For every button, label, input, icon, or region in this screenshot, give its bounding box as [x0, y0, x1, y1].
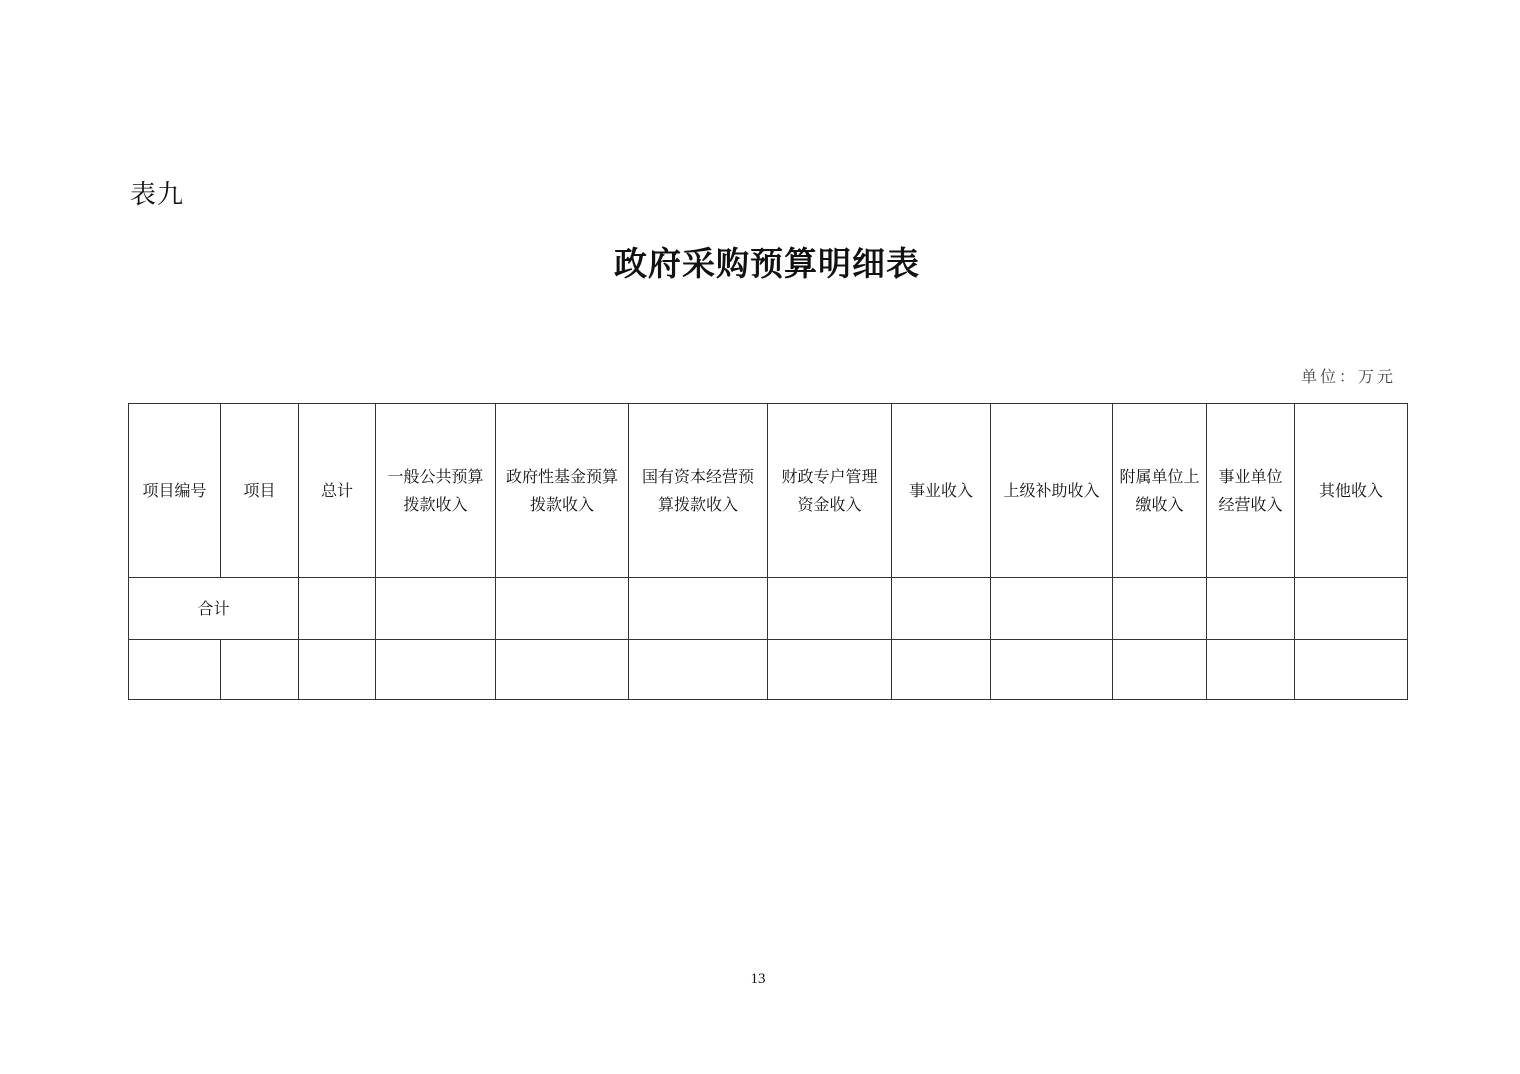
table-cell [376, 578, 496, 640]
header-cell-project-code: 项目编号 [129, 404, 221, 578]
table-cell [629, 640, 768, 700]
header-cell-business-income: 事业收入 [892, 404, 991, 578]
table-cell [892, 578, 991, 640]
header-cell-general-budget: 一般公共预算拨款收入 [376, 404, 496, 578]
table-cell [1295, 640, 1408, 700]
table-cell [129, 640, 221, 700]
table-cell [1207, 578, 1295, 640]
procurement-budget-table [128, 403, 1408, 700]
page-number: 13 [750, 971, 766, 987]
total-row-label: 合计 [129, 578, 299, 640]
table-cell [768, 640, 892, 700]
header-cell-special-account: 财政专户管理资金收入 [768, 404, 892, 578]
unit-note: 单位：万元 [1300, 367, 1396, 386]
header-cell-affiliated-payment: 附属单位上缴收入 [1113, 404, 1207, 578]
header-cell-total: 总计 [299, 404, 376, 578]
header-cell-operating-income: 事业单位经营收入 [1207, 404, 1295, 578]
header-cell-state-capital-budget: 国有资本经营预算拨款收入 [629, 404, 768, 578]
table-header-row [129, 404, 1408, 578]
document-title: 政府采购预算明细表 [614, 244, 920, 283]
table-cell [892, 640, 991, 700]
table-cell [376, 640, 496, 700]
header-cell-other-income: 其他收入 [1295, 404, 1408, 578]
table-row [129, 640, 1408, 700]
header-cell-superior-subsidy: 上级补助收入 [991, 404, 1113, 578]
table-cell [1295, 578, 1408, 640]
table-cell [768, 578, 892, 640]
header-cell-gov-fund-budget: 政府性基金预算拨款收入 [496, 404, 629, 578]
table-cell [1207, 640, 1295, 700]
table-cell [299, 640, 376, 700]
header-cell-project: 项目 [221, 404, 299, 578]
table-total-row [129, 578, 1408, 640]
table-number-label: 表九 [130, 180, 185, 210]
table-cell [629, 578, 768, 640]
table-cell [221, 640, 299, 700]
table-cell [991, 640, 1113, 700]
table-cell [1113, 640, 1207, 700]
table-cell [496, 578, 629, 640]
table-cell [1113, 578, 1207, 640]
table-cell [299, 578, 376, 640]
table-cell [496, 640, 629, 700]
table-cell [991, 578, 1113, 640]
